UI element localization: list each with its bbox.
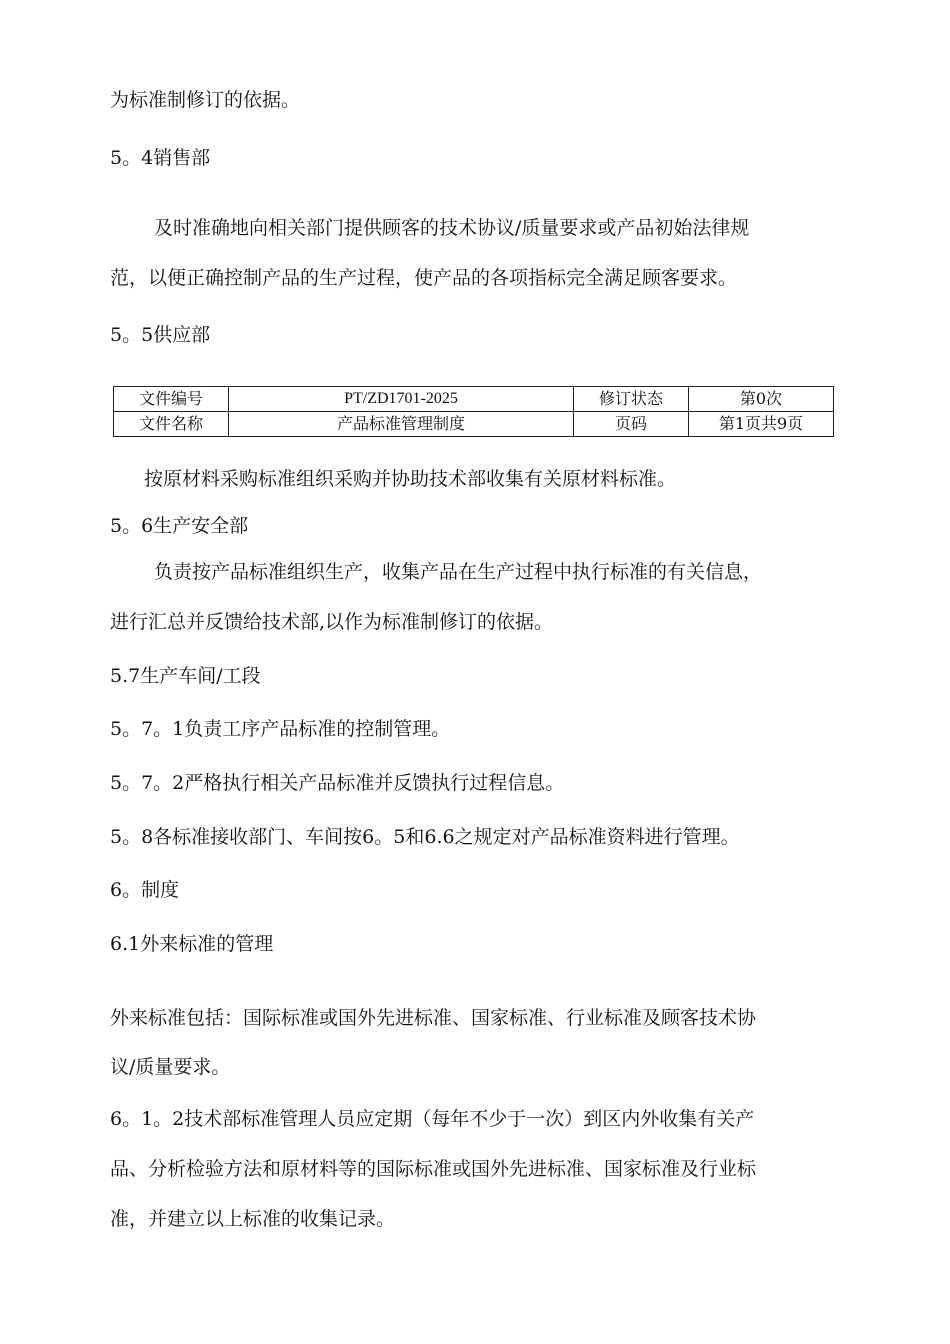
doc-number-value: PT/ZD1701-2025 bbox=[229, 387, 574, 412]
page-value: 第1页共9页 bbox=[689, 412, 834, 437]
paragraph: 议/质量要求。 bbox=[110, 1056, 231, 1078]
paragraph: 品、分析检验方法和原材料等的国际标准或国外先进标准、国家标准及行业标 bbox=[110, 1158, 757, 1180]
paragraph: 及时准确地向相关部门提供顾客的技术协议/质量要求或产品初始法律规 bbox=[154, 217, 750, 239]
paragraph: 外来标准包括：国际标准或国外先进标准、国家标准、行业标准及顾客技术协 bbox=[110, 1007, 757, 1029]
page-label: 页码 bbox=[574, 412, 689, 437]
document-header-table bbox=[113, 386, 834, 437]
doc-number-label: 文件编号 bbox=[114, 387, 229, 412]
section-heading: 6.1外来标准的管理 bbox=[110, 933, 274, 955]
paragraph: 5。8各标准接收部门、车间按6。5和6.6之规定对产品标准资料进行管理。 bbox=[110, 826, 740, 848]
section-heading: 5。6生产安全部 bbox=[110, 515, 249, 537]
paragraph: 为标准制修订的依据。 bbox=[110, 89, 301, 111]
paragraph: 按原材料采购标准组织采购并协助技术部收集有关原材料标准。 bbox=[144, 468, 677, 490]
paragraph: 5。7。2严格执行相关产品标准并反馈执行过程信息。 bbox=[110, 772, 565, 794]
section-heading: 5.7生产车间/工段 bbox=[110, 665, 261, 687]
doc-name-label: 文件名称 bbox=[114, 412, 229, 437]
section-heading: 5。5供应部 bbox=[110, 324, 211, 346]
doc-name-value: 产品标准管理制度 bbox=[229, 412, 574, 437]
paragraph: 范，以便正确控制产品的生产过程，使产品的各项指标完全满足顾客要求。 bbox=[110, 267, 738, 289]
paragraph: 准，并建立以上标准的收集记录。 bbox=[110, 1208, 396, 1230]
revision-label: 修订状态 bbox=[574, 387, 689, 412]
table-row bbox=[114, 412, 834, 437]
section-heading: 6。制度 bbox=[110, 879, 180, 901]
paragraph: 进行汇总并反馈给技术部,以作为标准制修订的依据。 bbox=[110, 611, 554, 633]
revision-value: 第0次 bbox=[689, 387, 834, 412]
table-row bbox=[114, 387, 834, 412]
paragraph: 负责按产品标准组织生产，收集产品在生产过程中执行标准的有关信息， bbox=[154, 561, 763, 583]
paragraph: 6。1。2技术部标准管理人员应定期（每年不少于一次）到区内外收集有关产 bbox=[110, 1108, 755, 1130]
paragraph: 5。7。1负责工序产品标准的控制管理。 bbox=[110, 718, 451, 740]
section-heading: 5。4销售部 bbox=[110, 147, 211, 169]
